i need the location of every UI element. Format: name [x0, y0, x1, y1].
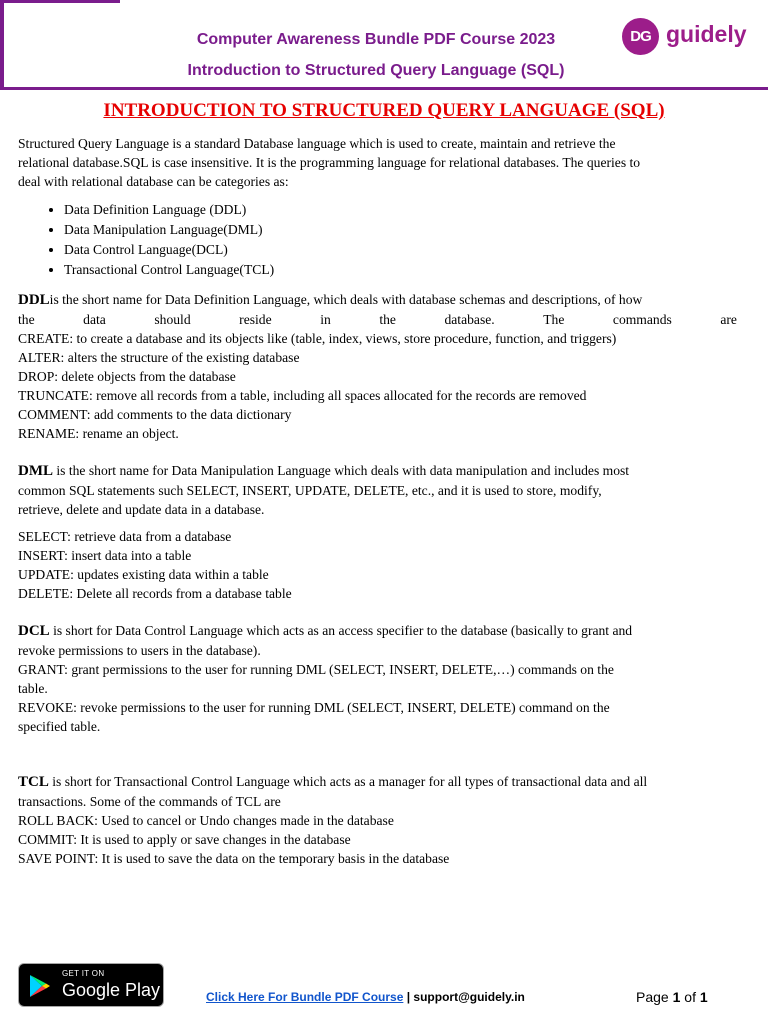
topic-title: Introduction to Structured Query Language (SQL) [187, 62, 565, 79]
word: The [543, 312, 565, 327]
dml-command: SELECT: retrieve data from a database [18, 529, 232, 544]
google-play-badge[interactable] [18, 963, 164, 1007]
ddl-command: RENAME: rename an object. [18, 426, 179, 441]
badge-small-text: GET IT ON [62, 969, 105, 978]
ddl-command: ALTER: alters the structure of the existing database [18, 350, 300, 365]
footer-contact [206, 989, 525, 1005]
category-list [18, 200, 737, 280]
word: commands [612, 312, 672, 327]
page-current: 1 [672, 989, 681, 1005]
word: should [154, 312, 191, 327]
dml-command: INSERT: insert data into a table [18, 548, 192, 563]
category-item: • Data Control Language(DCL) [64, 240, 737, 260]
badge-big-text: Google Play [62, 980, 161, 1000]
ddl-section [18, 290, 737, 443]
tcl-term: TCL [18, 774, 49, 790]
intro-paragraph [18, 134, 737, 191]
ddl-description: is the short name for Data Definition Language, which deals with database schemas and descriptions, of how [49, 292, 643, 307]
word: the [18, 312, 35, 327]
dcl-description: is short for Data Control Language which acts as an access specifier to the database (basically to grant and [49, 623, 633, 638]
dcl-command: specified table. [18, 719, 101, 734]
guidely-logo-text: guidely [666, 21, 747, 47]
ddl-command: TRUNCATE: remove all records from a table, including all spaces allocated for the records are removed [18, 388, 587, 403]
ddl-justified-line [18, 310, 737, 329]
word: reside [239, 312, 272, 327]
dml-command: UPDATE: updates existing data within a table [18, 567, 269, 582]
tcl-description: is short for Transactional Control Language which acts as a manager for all types of transactional data and all [48, 774, 648, 789]
page-number [636, 989, 708, 1005]
word: database. [444, 312, 495, 327]
category-item: • Data Manipulation Language(DML) [64, 220, 737, 240]
page-word: Page [636, 989, 673, 1005]
tcl-line [18, 772, 737, 792]
dml-line: retrieve, delete and update data in a database. [18, 502, 265, 517]
tcl-section [18, 772, 737, 868]
dcl-term: DCL [18, 623, 50, 639]
ddl-command: CREATE: to create a database and its objects like (table, index, views, store procedure, function, and triggers) [18, 331, 617, 346]
intro-line: relational database.SQL is case insensitive. It is the programming language for relational databases. The queries to [18, 155, 641, 170]
header-divider [0, 87, 768, 90]
course-title: Computer Awareness Bundle PDF Course 2023 [196, 31, 556, 48]
tcl-command: ROLL BACK: Used to cancel or Undo changes made in the database [18, 813, 394, 828]
document-body [18, 98, 737, 868]
dml-line: common SQL statements such SELECT, INSERT, UPDATE, DELETE, etc., and it is used to store, modify, [18, 483, 602, 498]
dml-term: DML [18, 463, 53, 479]
header-corner-accent [0, 0, 120, 3]
ddl-line [18, 290, 737, 310]
dcl-command: REVOKE: revoke permissions to the user for running DML (SELECT, INSERT, DELETE) command on the [18, 700, 610, 715]
intro-line: deal with relational database can be categories as: [18, 174, 289, 189]
intro-line: Structured Query Language is a standard Database language which is used to create, maintain and retrieve the [18, 136, 616, 151]
document-title: INTRODUCTION TO STRUCTURED QUERY LANGUAGE (SQL) [103, 100, 665, 121]
dcl-section [18, 621, 737, 736]
category-item: • Transactional Control Language(TCL) [64, 260, 737, 280]
page-header [0, 0, 768, 90]
category-item: • Data Definition Language (DDL) [64, 200, 737, 220]
dml-command: DELETE: Delete all records from a database table [18, 586, 292, 601]
bundle-course-link[interactable]: Click Here For Bundle PDF Course [206, 990, 404, 1004]
tcl-command: COMMIT: It is used to apply or save changes in the database [18, 832, 351, 847]
guidely-logo-icon: DG [622, 18, 659, 55]
ddl-term: DDL [18, 292, 50, 308]
dcl-command: GRANT: grant permissions to the user for running DML (SELECT, INSERT, DELETE,…) commands on the [18, 662, 614, 677]
word: data [83, 312, 106, 327]
page-of: of [680, 989, 700, 1005]
dml-commands [18, 527, 737, 603]
ddl-command: COMMENT: add comments to the data dictionary [18, 407, 292, 422]
page-footer [0, 960, 768, 1024]
tcl-line: transactions. Some of the commands of TCL are [18, 794, 281, 809]
guidely-logo[interactable] [622, 15, 762, 55]
dcl-line [18, 621, 737, 641]
support-email: support@guidely.in [413, 990, 525, 1004]
ddl-command: DROP: delete objects from the database [18, 369, 236, 384]
dml-section [18, 461, 737, 603]
word: the [379, 312, 396, 327]
page-total: 1 [699, 989, 708, 1005]
tcl-command: SAVE POINT: It is used to save the data on the temporary basis in the database [18, 851, 450, 866]
google-play-icon [29, 974, 51, 998]
word: in [320, 312, 331, 327]
dcl-line: revoke permissions to users in the database). [18, 643, 261, 658]
dcl-command: table. [18, 681, 48, 696]
footer-separator: | [403, 990, 414, 1004]
word: are [720, 312, 737, 327]
dml-line [18, 461, 737, 481]
dml-description: is the short name for Data Manipulation Language which deals with data manipulation and includes most [53, 463, 630, 478]
